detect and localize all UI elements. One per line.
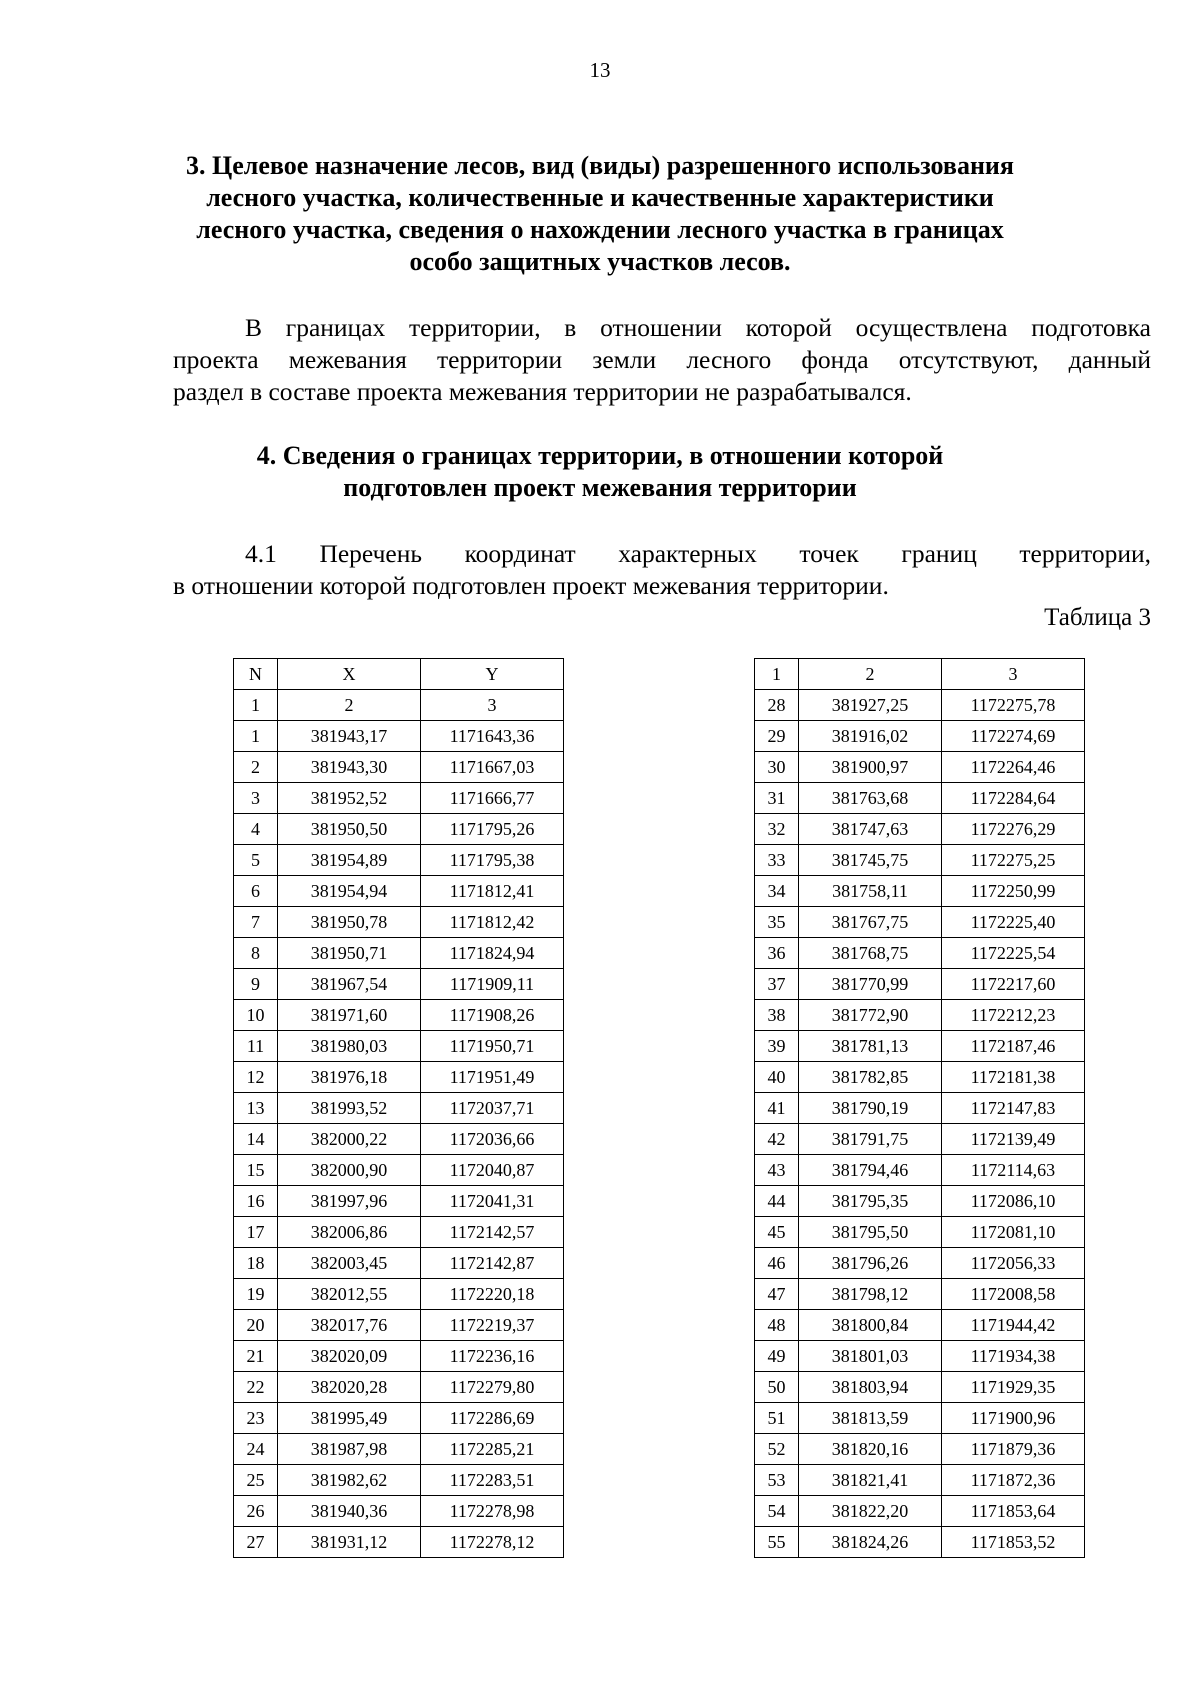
table-cell: 21 [234,1341,278,1372]
table-cell: 381995,49 [278,1403,421,1434]
table-cell: 1172275,25 [942,845,1085,876]
table-cell: 13 [234,1093,278,1124]
table-cell: 1 [234,721,278,752]
table-row [234,1310,564,1341]
table-row [234,1496,564,1527]
table-cell: 45 [755,1217,799,1248]
table-cell: 1171666,77 [421,783,564,814]
table-cell: 382020,09 [278,1341,421,1372]
table-row [234,1217,564,1248]
table-cell: 1172212,23 [942,1000,1085,1031]
table-row [234,969,564,1000]
table-cell: 381800,84 [799,1310,942,1341]
table-row [234,814,564,845]
table-cell: 1171934,38 [942,1341,1085,1372]
table-cell: 381763,68 [799,783,942,814]
table-cell: 6 [234,876,278,907]
table-cell: 9 [234,969,278,1000]
table-cell: 381822,20 [799,1496,942,1527]
table-header-cell: 2 [278,690,421,721]
table-cell: 1172114,63 [942,1155,1085,1186]
table-cell: 29 [755,721,799,752]
table-cell: 382000,90 [278,1155,421,1186]
table-cell: 1172142,57 [421,1217,564,1248]
table-header-row [234,690,564,721]
table-row [234,1465,564,1496]
table-row [755,969,1085,1000]
table-row [755,1372,1085,1403]
coordinates-table-right [754,658,1085,1558]
table-cell: 1171667,03 [421,752,564,783]
table-header-cell: N [234,659,278,690]
table-header-cell: 1 [234,690,278,721]
table-row [755,907,1085,938]
table-cell: 381767,75 [799,907,942,938]
table-cell: 1172147,83 [942,1093,1085,1124]
table-cell: 1172217,60 [942,969,1085,1000]
table-cell: 381824,26 [799,1527,942,1558]
table-cell: 381950,71 [278,938,421,969]
table-cell: 1172250,99 [942,876,1085,907]
table-cell: 31 [755,783,799,814]
table-cell: 22 [234,1372,278,1403]
table-cell: 381982,62 [278,1465,421,1496]
section-3-title [150,150,1050,278]
table-cell: 18 [234,1248,278,1279]
table-row [234,1031,564,1062]
table-cell: 381943,17 [278,721,421,752]
table-cell: 1172036,66 [421,1124,564,1155]
table-cell: 381795,50 [799,1217,942,1248]
table-row [755,721,1085,752]
paragraph-line: проекта межевания территории земли лесного фонда отсутствуют, данный [173,345,1151,374]
table-header-cell: X [278,659,421,690]
table-cell: 19 [234,1279,278,1310]
table-cell: 381790,19 [799,1093,942,1124]
table-cell: 1172081,10 [942,1217,1085,1248]
table-cell: 1172041,31 [421,1186,564,1217]
table-row [755,690,1085,721]
table-row [234,1124,564,1155]
table-cell: 49 [755,1341,799,1372]
table-row [234,1527,564,1558]
table-header-cell: Y [421,659,564,690]
section-3-paragraph [173,312,1151,408]
table-cell: 1172225,40 [942,907,1085,938]
table-cell: 1171900,96 [942,1403,1085,1434]
table-cell: 1172187,46 [942,1031,1085,1062]
table-row [234,1372,564,1403]
table-cell: 381770,99 [799,969,942,1000]
table-cell: 1171951,49 [421,1062,564,1093]
table-cell: 381821,41 [799,1465,942,1496]
table-cell: 35 [755,907,799,938]
table-cell: 1172236,16 [421,1341,564,1372]
table-cell: 53 [755,1465,799,1496]
table-cell: 2 [234,752,278,783]
table-cell: 1171929,35 [942,1372,1085,1403]
table-cell: 381927,25 [799,690,942,721]
table-cell: 1171908,26 [421,1000,564,1031]
table-cell: 1171812,41 [421,876,564,907]
table-row [234,1155,564,1186]
table-cell: 381791,75 [799,1124,942,1155]
table-cell: 381795,35 [799,1186,942,1217]
table-cell: 1172086,10 [942,1186,1085,1217]
table-row [234,1434,564,1465]
table-cell: 11 [234,1031,278,1062]
table-cell: 381798,12 [799,1279,942,1310]
table-row [755,1527,1085,1558]
table-cell: 36 [755,938,799,969]
table-cell: 381940,36 [278,1496,421,1527]
table-cell: 381803,94 [799,1372,942,1403]
table-cell: 10 [234,1000,278,1031]
table-cell: 382012,55 [278,1279,421,1310]
table-cell: 1172037,71 [421,1093,564,1124]
table-cell: 39 [755,1031,799,1062]
table-cell: 15 [234,1155,278,1186]
table-cell: 3 [234,783,278,814]
paragraph-line: В границах территории, в отношении которой осуществлена подготовка [245,313,1151,342]
table-row [234,1248,564,1279]
table-cell: 1172286,69 [421,1403,564,1434]
table-cell: 4 [234,814,278,845]
table-header-cell: 2 [799,659,942,690]
table-cell: 381971,60 [278,1000,421,1031]
table-cell: 381954,94 [278,876,421,907]
table-row [755,1093,1085,1124]
paragraph-line: раздел в составе проекта межевания территории не разрабатывался. [173,377,912,406]
table-cell: 1172056,33 [942,1248,1085,1279]
table-cell: 26 [234,1496,278,1527]
paragraph-line: 4.1 Перечень координат характерных точек границ территории, [245,539,1151,568]
table-row [755,1279,1085,1310]
table-cell: 37 [755,969,799,1000]
paragraph-line: в отношении которой подготовлен проект межевания территории. [173,571,889,600]
table-row [755,938,1085,969]
table-cell: 1171795,26 [421,814,564,845]
table-cell: 381916,02 [799,721,942,752]
table-cell: 1171950,71 [421,1031,564,1062]
coordinates-table-left [233,658,564,1558]
table-cell: 382006,86 [278,1217,421,1248]
table-cell: 381931,12 [278,1527,421,1558]
table-header-cell: 1 [755,659,799,690]
table-cell: 381993,52 [278,1093,421,1124]
table-row [755,1155,1085,1186]
table-row [234,1341,564,1372]
table-cell: 381952,52 [278,783,421,814]
table-row [755,1031,1085,1062]
table-cell: 1172040,87 [421,1155,564,1186]
table-row [755,845,1085,876]
table-cell: 1172142,87 [421,1248,564,1279]
table-row [755,1124,1085,1155]
table-cell: 44 [755,1186,799,1217]
table-cell: 381950,50 [278,814,421,845]
table-cell: 43 [755,1155,799,1186]
table-row [234,845,564,876]
table-cell: 42 [755,1124,799,1155]
table-row [234,1403,564,1434]
table-cell: 7 [234,907,278,938]
table-cell: 14 [234,1124,278,1155]
table-cell: 381758,11 [799,876,942,907]
table-cell: 16 [234,1186,278,1217]
table-cell: 1172279,80 [421,1372,564,1403]
table-cell: 381801,03 [799,1341,942,1372]
table-cell: 25 [234,1465,278,1496]
table-row [755,1310,1085,1341]
table-cell: 1172139,49 [942,1124,1085,1155]
table-cell: 381796,26 [799,1248,942,1279]
table-row [234,752,564,783]
table-cell: 48 [755,1310,799,1341]
table-cell: 1172225,54 [942,938,1085,969]
section-4-title-line: 4. Сведения о границах территории, в отношении которой [256,441,944,470]
table-row [234,721,564,752]
table-cell: 1172284,64 [942,783,1085,814]
table-row [234,938,564,969]
table-row [234,876,564,907]
table-header-cell: 3 [942,659,1085,690]
table-caption: Таблица 3 [1044,604,1151,631]
table-cell: 28 [755,690,799,721]
table-cell: 381997,96 [278,1186,421,1217]
section-4-title [150,440,1050,504]
table-header-row [234,659,564,690]
table-cell: 1171643,36 [421,721,564,752]
table-cell: 34 [755,876,799,907]
table-cell: 382020,28 [278,1372,421,1403]
table-cell: 381781,13 [799,1031,942,1062]
table-cell: 381782,85 [799,1062,942,1093]
table-cell: 1172264,46 [942,752,1085,783]
table-cell: 1172276,29 [942,814,1085,845]
table-cell: 12 [234,1062,278,1093]
table-row [755,1465,1085,1496]
table-cell: 1171795,38 [421,845,564,876]
section-3-title-line: лесного участка, сведения о нахождении лесного участка в границах [196,215,1004,244]
table-row [755,1062,1085,1093]
table-cell: 1171909,11 [421,969,564,1000]
table-cell: 54 [755,1496,799,1527]
table-row [234,1062,564,1093]
table-cell: 1172283,51 [421,1465,564,1496]
table-cell: 381976,18 [278,1062,421,1093]
table-cell: 8 [234,938,278,969]
table-header-row [755,659,1085,690]
table-cell: 1171872,36 [942,1465,1085,1496]
table-cell: 1171853,52 [942,1527,1085,1558]
table-row [755,1000,1085,1031]
table-cell: 33 [755,845,799,876]
table-cell: 381813,59 [799,1403,942,1434]
table-cell: 381745,75 [799,845,942,876]
table-cell: 381950,78 [278,907,421,938]
section-3-title-line: лесного участка, количественные и качественные характеристики [206,183,994,212]
table-row [234,1279,564,1310]
table-cell: 1171879,36 [942,1434,1085,1465]
table-cell: 381943,30 [278,752,421,783]
table-row [755,876,1085,907]
table-row [755,1403,1085,1434]
table-cell: 382003,45 [278,1248,421,1279]
table-cell: 5 [234,845,278,876]
table-cell: 46 [755,1248,799,1279]
table-row [755,1186,1085,1217]
table-row [755,1248,1085,1279]
table-row [755,1496,1085,1527]
table-cell: 1172220,18 [421,1279,564,1310]
table-cell: 38 [755,1000,799,1031]
table-row [755,752,1085,783]
table-cell: 30 [755,752,799,783]
table-cell: 1172285,21 [421,1434,564,1465]
section-3-title-line: особо защитных участков лесов. [409,247,791,276]
table-cell: 1172278,98 [421,1496,564,1527]
table-row [755,814,1085,845]
table-cell: 381954,89 [278,845,421,876]
table-cell: 381820,16 [799,1434,942,1465]
table-cell: 17 [234,1217,278,1248]
table-cell: 40 [755,1062,799,1093]
table-cell: 1171824,94 [421,938,564,969]
table-cell: 1172181,38 [942,1062,1085,1093]
table-cell: 55 [755,1527,799,1558]
table-row [755,1217,1085,1248]
table-row [234,783,564,814]
table-cell: 51 [755,1403,799,1434]
table-cell: 381967,54 [278,969,421,1000]
table-cell: 1172008,58 [942,1279,1085,1310]
table-cell: 41 [755,1093,799,1124]
table-cell: 32 [755,814,799,845]
table-cell: 381772,90 [799,1000,942,1031]
table-cell: 47 [755,1279,799,1310]
page-number: 13 [589,58,611,82]
table-row [755,1434,1085,1465]
table-row [755,1341,1085,1372]
table-cell: 50 [755,1372,799,1403]
section-4-paragraph [173,538,1151,602]
table-cell: 1172275,78 [942,690,1085,721]
table-cell: 24 [234,1434,278,1465]
table-cell: 381980,03 [278,1031,421,1062]
section-4-title-line: подготовлен проект межевания территории [343,473,857,502]
table-cell: 1171812,42 [421,907,564,938]
table-header-cell: 3 [421,690,564,721]
table-cell: 1172278,12 [421,1527,564,1558]
table-cell: 381900,97 [799,752,942,783]
table-cell: 52 [755,1434,799,1465]
table-cell: 1171853,64 [942,1496,1085,1527]
table-cell: 20 [234,1310,278,1341]
table-cell: 382017,76 [278,1310,421,1341]
table-row [755,783,1085,814]
table-cell: 1172219,37 [421,1310,564,1341]
table-cell: 381747,63 [799,814,942,845]
table-cell: 382000,22 [278,1124,421,1155]
table-cell: 381794,46 [799,1155,942,1186]
section-3-title-line: 3. Целевое назначение лесов, вид (виды) разрешенного использования [186,151,1014,180]
table-cell: 1171944,42 [942,1310,1085,1341]
table-row [234,1093,564,1124]
table-cell: 1172274,69 [942,721,1085,752]
table-row [234,1000,564,1031]
table-cell: 27 [234,1527,278,1558]
table-cell: 23 [234,1403,278,1434]
table-row [234,907,564,938]
table-row [234,1186,564,1217]
table-cell: 381987,98 [278,1434,421,1465]
table-cell: 381768,75 [799,938,942,969]
